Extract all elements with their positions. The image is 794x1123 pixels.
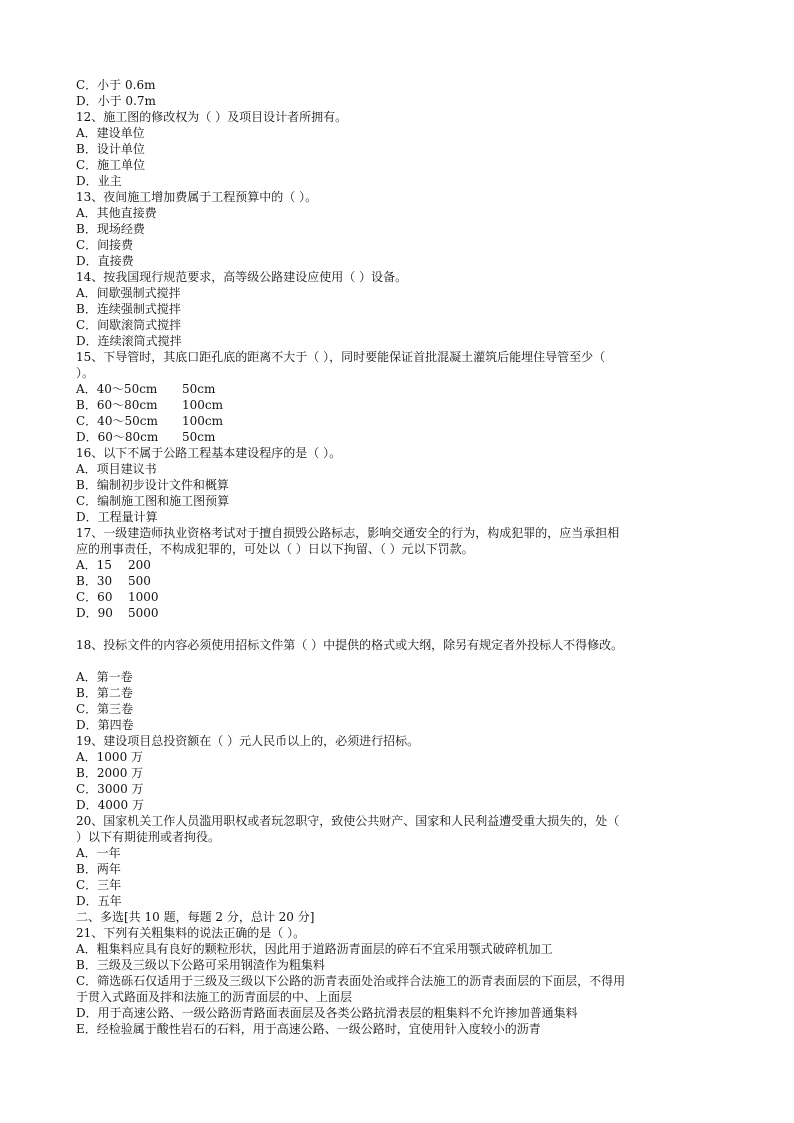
option-b: B．30 500 <box>76 574 151 588</box>
option-b: B．两年 <box>76 862 121 876</box>
section-heading: 二、多选[共 10 题，每题 2 分，总计 20 分] <box>76 910 315 924</box>
option-a: A．一年 <box>76 846 121 860</box>
question-14: 14、按我国现行规范要求，高等级公路建设应使用（ ）设备。 <box>76 270 408 284</box>
option-b: B．2000 万 <box>76 766 144 780</box>
question-19: 19、建设项目总投资额在（ ）元人民币以上的，必须进行招标。 <box>76 734 420 748</box>
option-d: D．工程量计算 <box>76 510 158 524</box>
option-b: B．编制初步设计文件和概算 <box>76 478 229 492</box>
option-b: B．设计单位 <box>76 142 145 156</box>
option-a: A．建设单位 <box>76 126 145 140</box>
option-a: A．1000 万 <box>76 750 144 764</box>
question-15-continued: ）。 <box>76 366 95 380</box>
text-line: C．小于 0.6m <box>76 78 156 92</box>
option-a: A．40～50cm 50cm <box>76 382 216 396</box>
option-a: A．粗集料应具有良好的颗粒形状，因此用于道路沥青面层的碎石不宜采用颚式破碎机加工 <box>76 942 553 956</box>
option-d: D．直接费 <box>76 254 134 268</box>
option-d: D．90 5000 <box>76 606 159 620</box>
option-d: D．第四卷 <box>76 718 134 732</box>
option-a: A．其他直接费 <box>76 206 157 220</box>
option-c: C．施工单位 <box>76 158 146 172</box>
option-d: D．60～80cm 50cm <box>76 430 216 444</box>
option-c: C．编制施工图和施工图预算 <box>76 494 230 508</box>
option-a: A．15 200 <box>76 558 151 572</box>
option-d: D．连续滚筒式搅拌 <box>76 334 182 348</box>
text-line: D．小于 0.7m <box>76 94 156 108</box>
option-a: A．第一卷 <box>76 670 133 684</box>
option-c: C．60 1000 <box>76 590 159 604</box>
option-c: C．间接费 <box>76 238 134 252</box>
question-16: 16、以下不属于公路工程基本建设程序的是（ ）。 <box>76 446 342 460</box>
option-c: C．三年 <box>76 878 122 892</box>
option-b: B．连续强制式搅拌 <box>76 302 181 316</box>
option-b: B．60～80cm 100cm <box>76 398 224 412</box>
question-15: 15、下导管时，其底口距孔底的距离不大于（ ），同时要能保证首批混凝土灌筑后能埋住导管至少（ <box>76 350 606 364</box>
option-d: D．用于高速公路、一级公路沥青路面表面层及各类公路抗滑表层的粗集料不允许掺加普通集料 <box>76 1006 578 1020</box>
option-c: C．第三卷 <box>76 702 134 716</box>
question-18: 18、投标文件的内容必须使用招标文件第（ ）中提供的格式或大纲，除另有规定者外投标人不得修改。 <box>76 638 624 652</box>
question-20-continued: ）以下有期徒刑或者拘役。 <box>76 830 221 844</box>
question-12: 12、施工图的修改权为（ ）及项目设计者所拥有。 <box>76 110 348 124</box>
question-20: 20、国家机关工作人员滥用职权或者玩忽职守，致使公共财产、国家和人民利益遭受重大损失的，处（ <box>76 814 620 828</box>
option-c: C．40～50cm 100cm <box>76 414 224 428</box>
option-b: B．现场经费 <box>76 222 145 236</box>
option-d: D．业主 <box>76 174 122 188</box>
option-b: B．三级及三级以下公路可采用钢渣作为粗集料 <box>76 958 325 972</box>
option-c-continued: 于贯入式路面及拌和法施工的沥青面层的中、上面层 <box>76 990 353 1004</box>
option-a: A．间歇强制式搅拌 <box>76 286 181 300</box>
option-c: C．筛选砾石仅适用于三级及三级以下公路的沥青表面处治或拌合法施工的沥青表面层的下面层，不得用 <box>76 974 626 988</box>
question-17: 17、一级建造师执业资格考试对于擅自损毁公路标志，影响交通安全的行为，构成犯罪的，应当承担相 <box>76 526 620 540</box>
question-17-continued: 应的刑事责任，不构成犯罪的，可处以（ ）日以下拘留、（ ）元以下罚款。 <box>76 542 474 556</box>
option-c: C．3000 万 <box>76 782 144 796</box>
question-13: 13、夜间施工增加费属于工程预算中的（ ）。 <box>76 190 318 204</box>
question-21: 21、下列有关粗集料的说法正确的是（ ）。 <box>76 926 306 940</box>
option-d: D．4000 万 <box>76 798 144 812</box>
option-b: B．第二卷 <box>76 686 133 700</box>
option-e: E．经检验属于酸性岩石的石料，用于高速公路、一级公路时，宜使用针入度较小的沥青 <box>76 1022 541 1036</box>
option-c: C．间歇滚筒式搅拌 <box>76 318 182 332</box>
option-a: A．项目建议书 <box>76 462 157 476</box>
option-d: D．五年 <box>76 894 122 908</box>
